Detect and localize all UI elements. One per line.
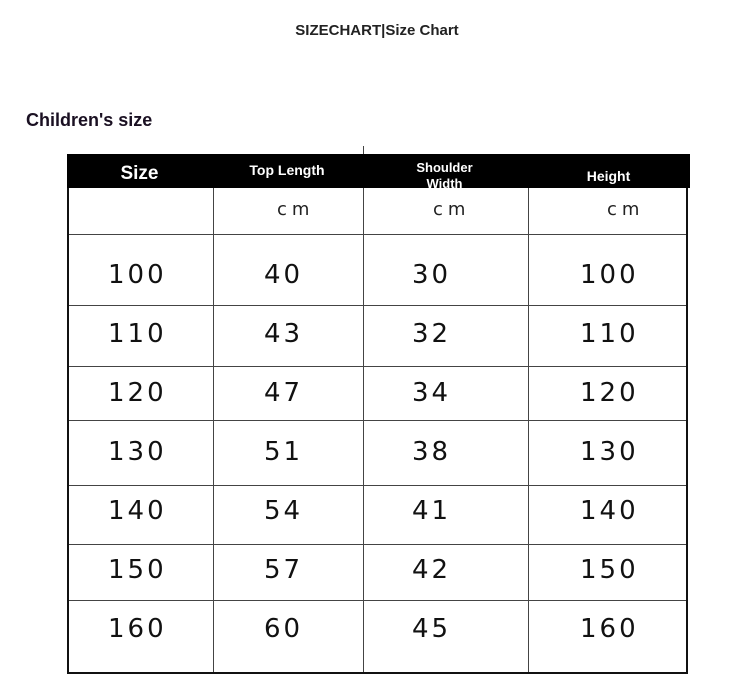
unit-height: cm — [607, 199, 645, 220]
cell-size: 120 — [108, 378, 167, 408]
cell-size: 100 — [108, 260, 167, 290]
row-divider — [69, 305, 686, 306]
cell-height: 120 — [580, 378, 639, 408]
page-title: SIZECHART|Size Chart — [295, 22, 459, 39]
cell-top-length: 54 — [264, 496, 304, 526]
cell-size: 110 — [108, 319, 167, 349]
column-tick-mark — [363, 146, 364, 154]
row-divider — [69, 420, 686, 421]
header-shoulder-width — [362, 160, 527, 191]
cell-shoulder-width: 38 — [412, 437, 452, 467]
cell-height: 130 — [580, 437, 639, 467]
cell-height: 100 — [580, 260, 639, 290]
cell-top-length: 43 — [264, 319, 304, 349]
cell-height: 140 — [580, 496, 639, 526]
cell-top-length: 40 — [264, 260, 304, 290]
cell-shoulder-width: 30 — [412, 260, 452, 290]
cell-height: 160 — [580, 614, 639, 644]
unit-shoulder-width: cm — [433, 199, 471, 220]
row-divider — [69, 234, 686, 235]
cell-shoulder-width: 45 — [412, 614, 452, 644]
header-shoulder-line-1: Shoulder — [416, 160, 473, 175]
size-chart-table — [67, 154, 688, 674]
cell-height: 150 — [580, 555, 639, 585]
cell-top-length: 51 — [264, 437, 304, 467]
section-title: Children's size — [26, 110, 153, 130]
row-divider — [69, 600, 686, 601]
cell-top-length: 57 — [264, 555, 304, 585]
header-shoulder-line-2: Width — [426, 175, 463, 191]
cell-size: 140 — [108, 496, 167, 526]
cell-shoulder-width: 42 — [412, 555, 452, 585]
cell-size: 160 — [108, 614, 167, 644]
cell-shoulder-width: 32 — [412, 319, 452, 349]
cell-size: 130 — [108, 437, 167, 467]
header-height: Height — [586, 168, 631, 184]
header-size: Size — [120, 163, 159, 184]
cell-size: 150 — [108, 555, 167, 585]
row-divider — [69, 366, 686, 367]
row-divider — [69, 485, 686, 486]
unit-top-length: cm — [277, 199, 315, 220]
row-divider — [69, 544, 686, 545]
cell-shoulder-width: 41 — [412, 496, 452, 526]
header-top-length: Top Length — [249, 162, 325, 178]
cell-shoulder-width: 34 — [412, 378, 452, 408]
cell-top-length: 47 — [264, 378, 304, 408]
cell-height: 110 — [580, 319, 639, 349]
cell-top-length: 60 — [264, 614, 304, 644]
table-header-row — [67, 154, 690, 191]
